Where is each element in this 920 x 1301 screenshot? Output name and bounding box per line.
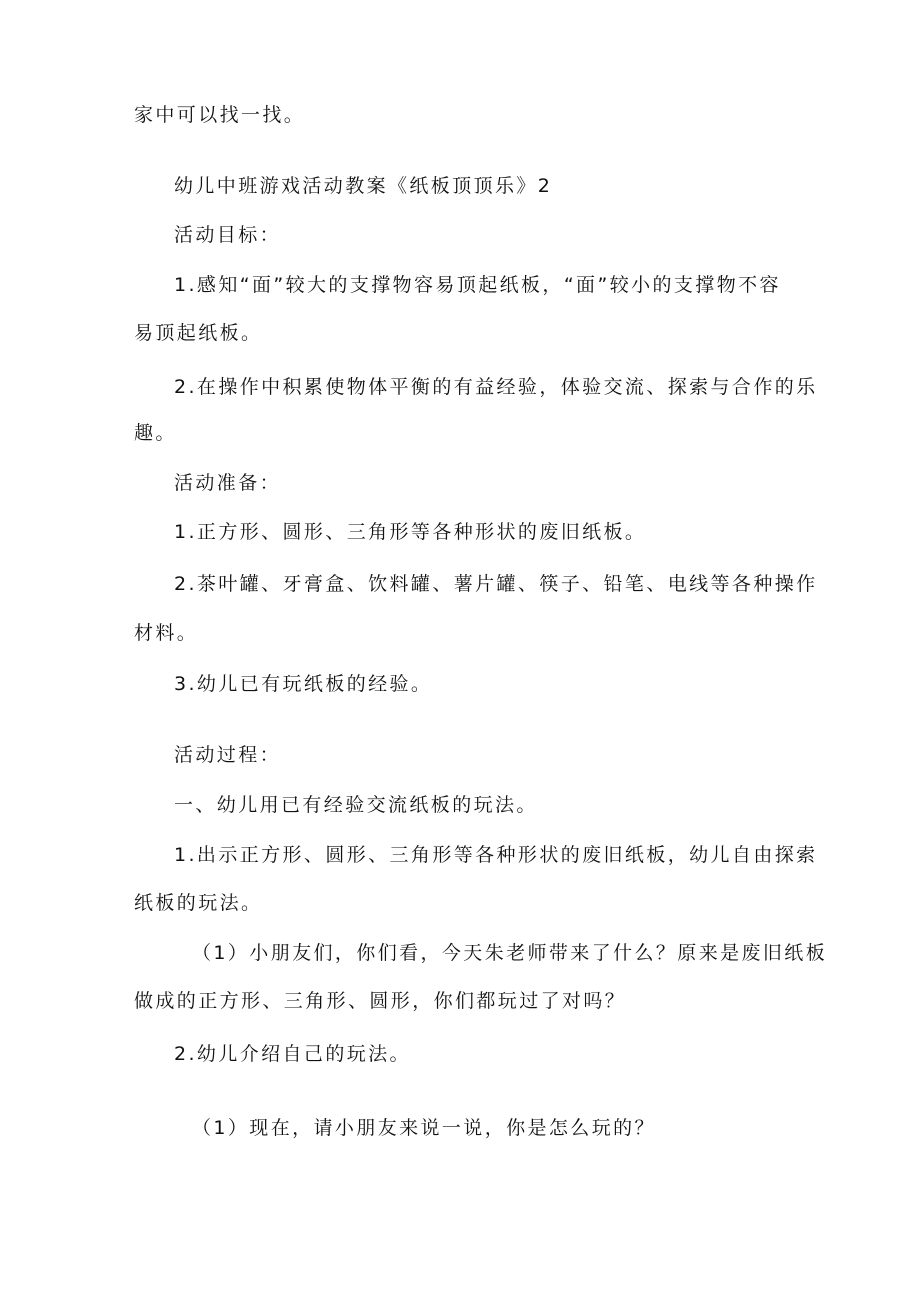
section-title: 幼儿中班游戏活动教案《纸板顶顶乐》2 — [174, 175, 553, 197]
goal-2: 2.在操作中积累使物体平衡的有益经验，体验交流、探索与合作的乐 — [174, 376, 818, 398]
process-1-1-cont: 纸板的玩法。 — [134, 892, 263, 914]
prep-1: 1.正方形、圆形、三角形等各种形状的废旧纸板。 — [174, 521, 647, 543]
prep-2-cont: 材料。 — [134, 622, 199, 644]
heading-prep: 活动准备： — [174, 472, 282, 494]
prep-3: 3.幼儿已有玩纸板的经验。 — [174, 673, 433, 695]
process-1-1-a: （1）小朋友们，你们看，今天朱老师带来了什么？原来是废旧纸板 — [192, 942, 828, 964]
goal-1-cont: 易顶起纸板。 — [134, 322, 263, 344]
heading-goals: 活动目标： — [174, 224, 282, 246]
process-1-1-a-cont: 做成的正方形、三角形、圆形，你们都玩过了对吗？ — [134, 990, 627, 1012]
process-step-1: 一、幼儿用已有经验交流纸板的玩法。 — [174, 794, 538, 816]
process-1-2: 2.幼儿介绍自己的玩法。 — [174, 1043, 411, 1065]
goal-2-cont: 趣。 — [134, 422, 177, 444]
prep-2: 2.茶叶罐、牙膏盒、饮料罐、薯片罐、筷子、铅笔、电线等各种操作 — [174, 573, 818, 595]
process-1-2-a: （1）现在，请小朋友来说一说，你是怎么玩的？ — [192, 1117, 656, 1139]
heading-process: 活动过程： — [174, 744, 282, 766]
process-1-1: 1.出示正方形、圆形、三角形等各种形状的废旧纸板，幼儿自由探索 — [174, 844, 818, 866]
text-line: 家中可以找一找。 — [134, 104, 306, 126]
goal-1: 1.感知“面”较大的支撑物容易顶起纸板，“面”较小的支撑物不容 — [174, 274, 781, 296]
